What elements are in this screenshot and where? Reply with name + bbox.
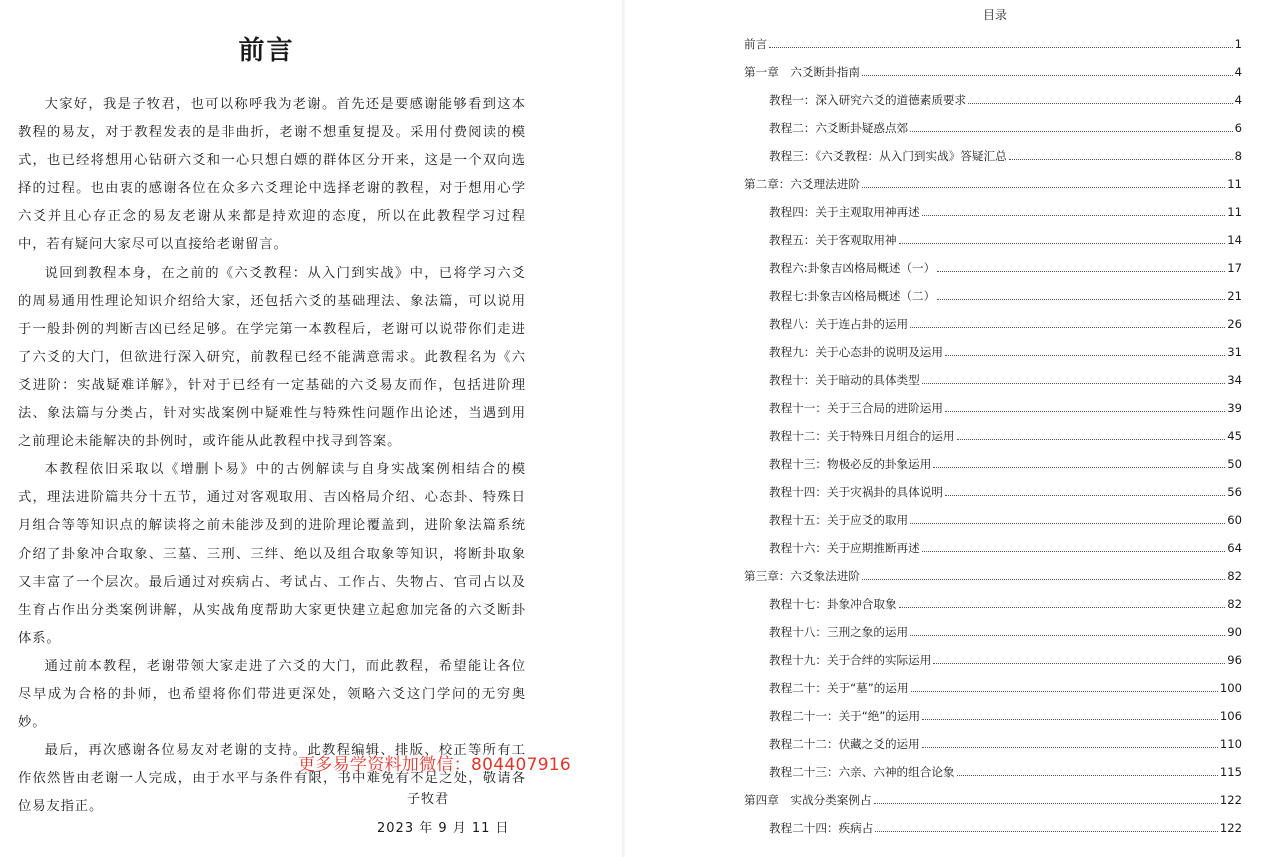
toc-entry-section[interactable] [744, 248, 1242, 276]
toc-entry-title: 第二章：六爻理法进阶 [744, 177, 860, 191]
toc-entry-section[interactable] [744, 584, 1242, 612]
toc-heading: 目录 [982, 8, 1007, 22]
toc-entry-page: 82 [1227, 597, 1242, 611]
toc-entry-title: 前言 [744, 37, 768, 51]
toc-dot-leader [945, 355, 1225, 356]
toc-entry-page: 64 [1227, 541, 1242, 555]
toc-entry-title: 教程二：六爻断卦疑惑点郊 [769, 121, 909, 135]
toc-entry-title: 第一章 六爻断卦指南 [744, 65, 860, 79]
preface-date: 2023 年 9 月 11 日 [377, 821, 510, 836]
toc-entry-section[interactable] [744, 500, 1242, 528]
toc-entry-page: 60 [1227, 513, 1242, 527]
toc-entry-title: 教程十五：关于应爻的取用 [769, 513, 909, 527]
toc-dot-leader [899, 607, 1226, 608]
toc-entry-title: 教程二十三：六亲、六神的组合论象 [769, 765, 955, 779]
toc-dot-leader [862, 187, 1225, 188]
toc-entry-page: 106 [1219, 709, 1242, 723]
toc-entry-section[interactable] [744, 108, 1242, 136]
toc-entry-page: 26 [1227, 317, 1242, 331]
toc-entry-chapter[interactable] [744, 52, 1242, 80]
toc-dot-leader [862, 579, 1225, 580]
toc-dot-leader [922, 383, 1226, 384]
toc-dot-leader [922, 747, 1218, 748]
toc-dot-leader [933, 467, 1225, 468]
toc-entry-section[interactable] [744, 192, 1242, 220]
toc-dot-leader [911, 691, 1218, 692]
toc-entry-section[interactable] [744, 696, 1242, 724]
toc-dot-leader [899, 243, 1226, 244]
toc-entry-title: 教程一：深入研究六爻的道德素质要求 [769, 93, 967, 107]
toc-entry-page: 6 [1234, 121, 1242, 135]
toc-dot-leader [945, 495, 1225, 496]
toc-entry-section[interactable] [744, 724, 1242, 752]
toc-dot-leader [769, 47, 1232, 48]
toc-entry-title: 教程五：关于客观取用神 [769, 233, 897, 247]
toc-dot-leader [957, 439, 1226, 440]
toc-dot-leader [922, 215, 1226, 216]
toc-entry-title: 教程十三：物极必反的卦象运用 [769, 457, 932, 471]
toc-entry-title: 教程十四：关于灾祸卦的具体说明 [769, 485, 943, 499]
page-gutter [533, 0, 625, 857]
promo-watermark-text: 更多易学资料加微信：804407916 [298, 755, 572, 775]
toc-entry-chapter[interactable] [744, 556, 1242, 584]
toc-entry-chapter[interactable] [744, 780, 1242, 808]
author-signature: 子牧君 [407, 792, 450, 807]
toc-entry-page: 50 [1227, 457, 1242, 471]
toc-entry-section[interactable] [744, 640, 1242, 668]
preface-paragraph: 本教程依旧采取以《增删卜易》中的古例解读与自身实战案例相结合的模式，理法进阶篇共分十五节，通过对客观取用、吉凶格局介绍、心态卦、特殊日月组合等等知识点的解读将之前未能涉及到的进阶理论覆盖到，进阶象法篇系统介绍了卦象冲合取象、三墓、三刑、三绊、绝以及组合取象等知识，将断卦取象又丰富了一个层次。最后通过对疾病占、考试占、工作占、失物占、官司占以及生育占作出分类案例讲解，从实战角度帮助大家更快建立起愈加完备的六爻断卦体系。 [18, 462, 526, 646]
toc-entry-title: 教程六:卦象吉凶格局概述（一） [769, 261, 936, 275]
toc-entry-title: 教程十七：卦象冲合取象 [769, 597, 897, 611]
toc-entry-page: 45 [1227, 429, 1242, 443]
toc-entry-title: 教程十九：关于合绊的实际运用 [769, 653, 932, 667]
toc-dot-leader [910, 131, 1232, 132]
toc-entry-title: 教程十六：关于应期推断再述 [769, 541, 920, 555]
toc-entry-section[interactable] [744, 360, 1242, 388]
toc-dot-leader [937, 271, 1225, 272]
preface-title: 前言 [238, 36, 295, 66]
toc-entry-page: 17 [1227, 261, 1242, 275]
toc-entry-page: 21 [1227, 289, 1242, 303]
toc-entry-title: 教程十八：三刑之象的运用 [769, 625, 909, 639]
toc-entry-title: 第三章：六爻象法进阶 [744, 569, 860, 583]
toc-dot-leader [957, 775, 1218, 776]
toc-dot-leader [945, 411, 1225, 412]
toc-entry-page: 39 [1227, 401, 1242, 415]
toc-entry-section[interactable] [744, 332, 1242, 360]
toc-dot-leader [933, 663, 1225, 664]
toc-entry-page: 56 [1227, 485, 1242, 499]
toc-entry-title: 教程七:卦象吉凶格局概述（二） [769, 289, 936, 303]
toc-dot-leader [910, 635, 1225, 636]
toc-dot-leader [937, 299, 1225, 300]
toc-entry-page: 100 [1219, 681, 1242, 695]
toc-entry-page: 110 [1219, 737, 1242, 751]
toc-entry-page: 115 [1219, 765, 1242, 779]
toc-entry-chapter[interactable] [744, 164, 1242, 192]
toc-entry-title: 教程二十二：伏藏之爻的运用 [769, 737, 920, 751]
toc-dot-leader [910, 327, 1225, 328]
toc-entry-title: 教程二十四：疾病占 [769, 821, 874, 835]
toc-entry-title: 教程二十：关于“墓”的运用 [769, 681, 909, 695]
toc-entry-title: 教程十二：关于特殊日月组合的运用 [769, 429, 955, 443]
toc-entry-section[interactable] [744, 444, 1242, 472]
table-of-contents [744, 24, 1242, 836]
toc-dot-leader [862, 75, 1233, 76]
toc-dot-leader [910, 523, 1225, 524]
toc-entry-title: 教程八：关于连占卦的运用 [769, 317, 909, 331]
toc-entry-page: 1 [1234, 37, 1242, 51]
toc-entry-section[interactable] [744, 304, 1242, 332]
toc-entry-page: 34 [1227, 373, 1242, 387]
toc-entry-title: 教程四：关于主观取用神再述 [769, 205, 920, 219]
toc-entry-section[interactable] [744, 388, 1242, 416]
toc-entry-section[interactable] [744, 416, 1242, 444]
toc-entry-page: 96 [1227, 653, 1242, 667]
toc-entry-section[interactable] [744, 276, 1242, 304]
toc-entry-title: 教程九：关于心态卦的说明及运用 [769, 345, 943, 359]
toc-entry-page: 14 [1227, 233, 1242, 247]
toc-entry-page: 82 [1227, 569, 1242, 583]
toc-dot-leader [922, 719, 1218, 720]
preface-paragraph: 大家好，我是子牧君，也可以称呼我为老谢。首先还是要感谢能够看到这本教程的易友，对于教程发表的是非曲折，老谢不想重复提及。采用付费阅读的模式，也已经将想用心钻研六爻和一心只想白嫖的群体区分开来，这是一个双向选择的过程。也由衷的感谢各位在众多六爻理论中选择老谢的教程，对于想用心学六爻并且心存正念的易友老谢从来都是持欢迎的态度，所以在此教程学习过程中，若有疑问大家尽可以直接给老谢留言。 [18, 97, 526, 253]
toc-entry-section[interactable] [744, 80, 1242, 108]
toc-entry-title: 教程二十一：关于“绝”的运用 [769, 709, 921, 723]
toc-entry-page: 11 [1227, 177, 1242, 191]
toc-entry-section[interactable] [744, 612, 1242, 640]
preface-paragraph: 最后，再次感谢各位易友对老谢的支持。此教程编辑、排版、校正等所有工作依然皆由老谢一人完成，由于水平与条件有限，书中难免有不足之处，敬请各位易友指正。 [18, 743, 526, 815]
toc-entry-page: 90 [1227, 625, 1242, 639]
preface-paragraph: 通过前本教程，老谢带领大家走进了六爻的大门，而此教程，希望能让各位尽早成为合格的卦师，也希望将你们带进更深处，领略六爻这门学问的无穷奥妙。 [18, 658, 526, 731]
toc-entry-section[interactable] [744, 220, 1242, 248]
toc-entry-page: 8 [1234, 149, 1242, 163]
toc-dot-leader [968, 103, 1233, 104]
toc-entry-section[interactable] [744, 472, 1242, 500]
toc-dot-leader [1009, 159, 1233, 160]
toc-entry-title: 教程十一：关于三合局的进阶运用 [769, 401, 943, 415]
toc-dot-leader [922, 551, 1226, 552]
toc-dot-leader [875, 831, 1218, 832]
toc-entry-section[interactable] [744, 528, 1242, 556]
toc-entry-page: 122 [1219, 821, 1242, 835]
toc-entry-page: 4 [1234, 65, 1242, 79]
toc-entry-page: 4 [1234, 93, 1242, 107]
preface-body [18, 91, 526, 821]
toc-entry-title: 第四章 实战分类案例占 [744, 793, 872, 807]
toc-entry-page: 11 [1227, 205, 1242, 219]
toc-entry-page: 31 [1227, 345, 1242, 359]
toc-dot-leader [874, 803, 1218, 804]
toc-entry-section[interactable] [744, 752, 1242, 780]
toc-entry-section[interactable] [744, 808, 1242, 836]
toc-entry-page: 122 [1219, 793, 1242, 807]
toc-entry-title: 教程三：《六爻教程：从入门到实战》答疑汇总 [769, 149, 1007, 163]
toc-entry-section[interactable] [744, 136, 1242, 164]
toc-entry-section[interactable] [744, 668, 1242, 696]
toc-entry-title: 教程十：关于暗动的具体类型 [769, 373, 920, 387]
toc-entry-chapter[interactable] [744, 24, 1242, 52]
preface-paragraph: 说回到教程本身，在之前的《六爻教程：从入门到实战》中，已将学习六爻的周易通用性理论知识介绍给大家，还包括六爻的基础理法、象法篇，可以说用于一般卦例的判断吉凶已经足够。在学完第一本教程后，老谢可以说带你们走进了六爻的大门，但欲进行深入研究，前教程已经不能满意需求。此教程名为《六爻进阶：实战疑难详解》，针对于已经有一定基础的六爻易友而作，包括进阶理法、象法篇与分类占，针对实战案例中疑难性与特殊性问题作出论述，当遇到用之前理论未能解决的卦例时，或许能从此教程中找寻到答案。 [18, 265, 526, 450]
